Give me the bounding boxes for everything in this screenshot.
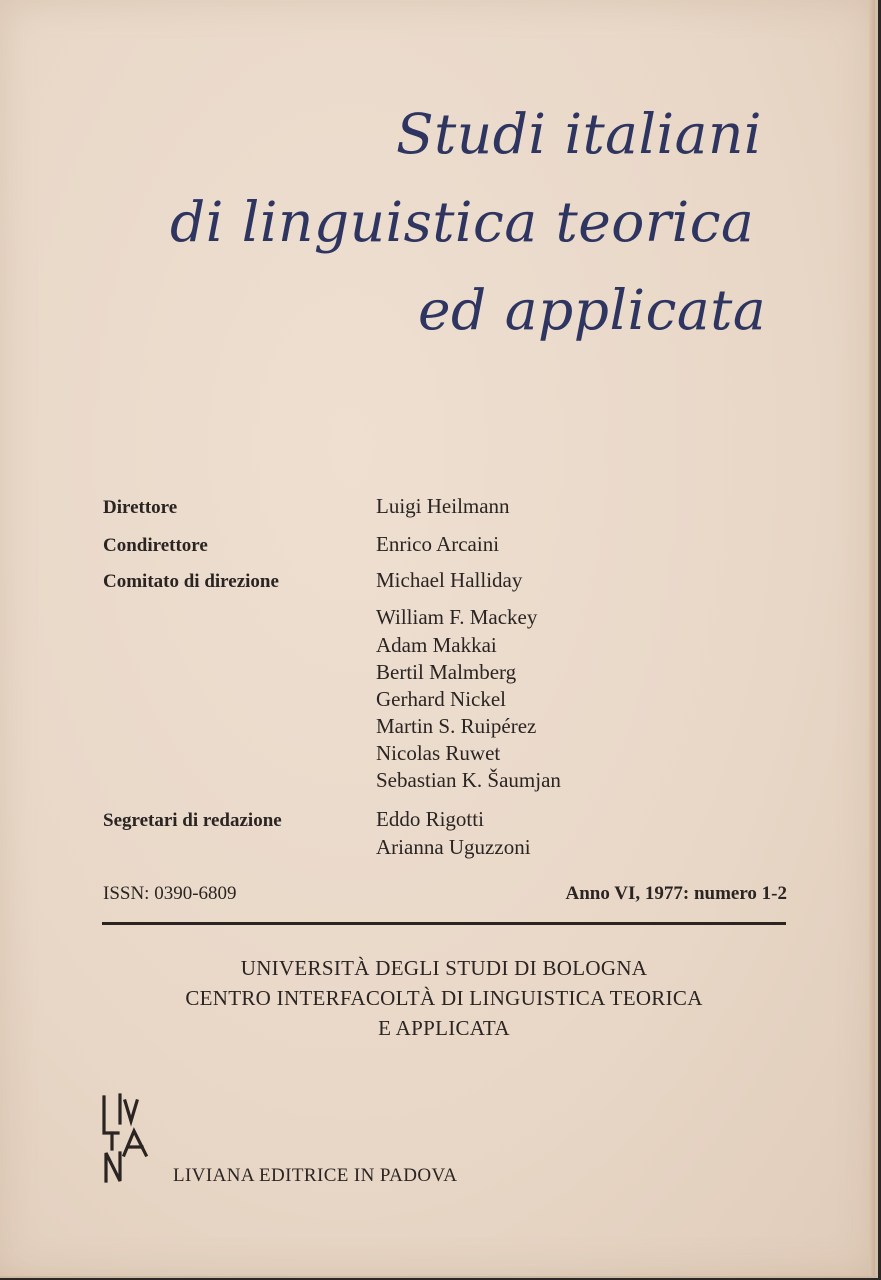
institution-line-2: CENTRO INTERFACOLTÀ DI LINGUISTICA TEORICA <box>185 986 703 1010</box>
title-line-3: ed applicata <box>418 278 767 342</box>
board-name: Enrico Arcaini <box>376 532 500 556</box>
board-name: Martin S. Ruipérez <box>376 714 537 738</box>
board-name: Nicolas Ruwet <box>376 741 501 765</box>
board-row-segretari-2 <box>103 835 803 866</box>
board-name: William F. Mackey <box>376 605 538 629</box>
board-role: Direttore <box>103 497 178 518</box>
board-row-comitato-2 <box>103 605 803 636</box>
board-row-condirettore <box>103 532 803 563</box>
board-name: Michael Halliday <box>376 568 523 592</box>
board-name: Gerhard Nickel <box>376 687 507 711</box>
board-name: Adam Makkai <box>376 633 497 657</box>
institution-line-3: E APPLICATA <box>378 1016 510 1040</box>
board-name: Luigi Heilmann <box>376 494 510 518</box>
journal-title <box>170 90 810 354</box>
issn-label: ISSN: 0390-6809 <box>103 883 237 904</box>
board-row-comitato <box>103 568 803 599</box>
board-role: Comitato di direzione <box>103 571 279 592</box>
title-line-2: di linguistica teorica <box>170 190 755 254</box>
divider-rule <box>102 922 786 925</box>
issue-meta <box>103 883 787 913</box>
board-role: Condirettore <box>103 535 208 556</box>
board-row-direttore <box>103 494 803 525</box>
board-name: Eddo Rigotti <box>376 807 484 831</box>
board-name: Bertil Malmberg <box>376 660 517 684</box>
cover-edge <box>869 0 875 1276</box>
title-line-1: Studi italiani <box>396 102 762 166</box>
issue-label: Anno VI, 1977: numero 1-2 <box>565 883 787 904</box>
publisher-logo-icon <box>98 1093 154 1185</box>
institution-line-1: UNIVERSITÀ DEGLI STUDI DI BOLOGNA <box>240 956 648 980</box>
board-row-segretari <box>103 807 803 838</box>
board-role: Segretari di redazione <box>103 810 282 831</box>
board-name: Arianna Uguzzoni <box>376 835 531 859</box>
publisher-name: LIVIANA EDITRICE IN PADOVA <box>173 1165 458 1186</box>
board-row-comitato-8 <box>103 768 803 799</box>
board-name: Sebastian K. Šaumjan <box>376 768 561 792</box>
institution-block <box>102 953 786 1043</box>
